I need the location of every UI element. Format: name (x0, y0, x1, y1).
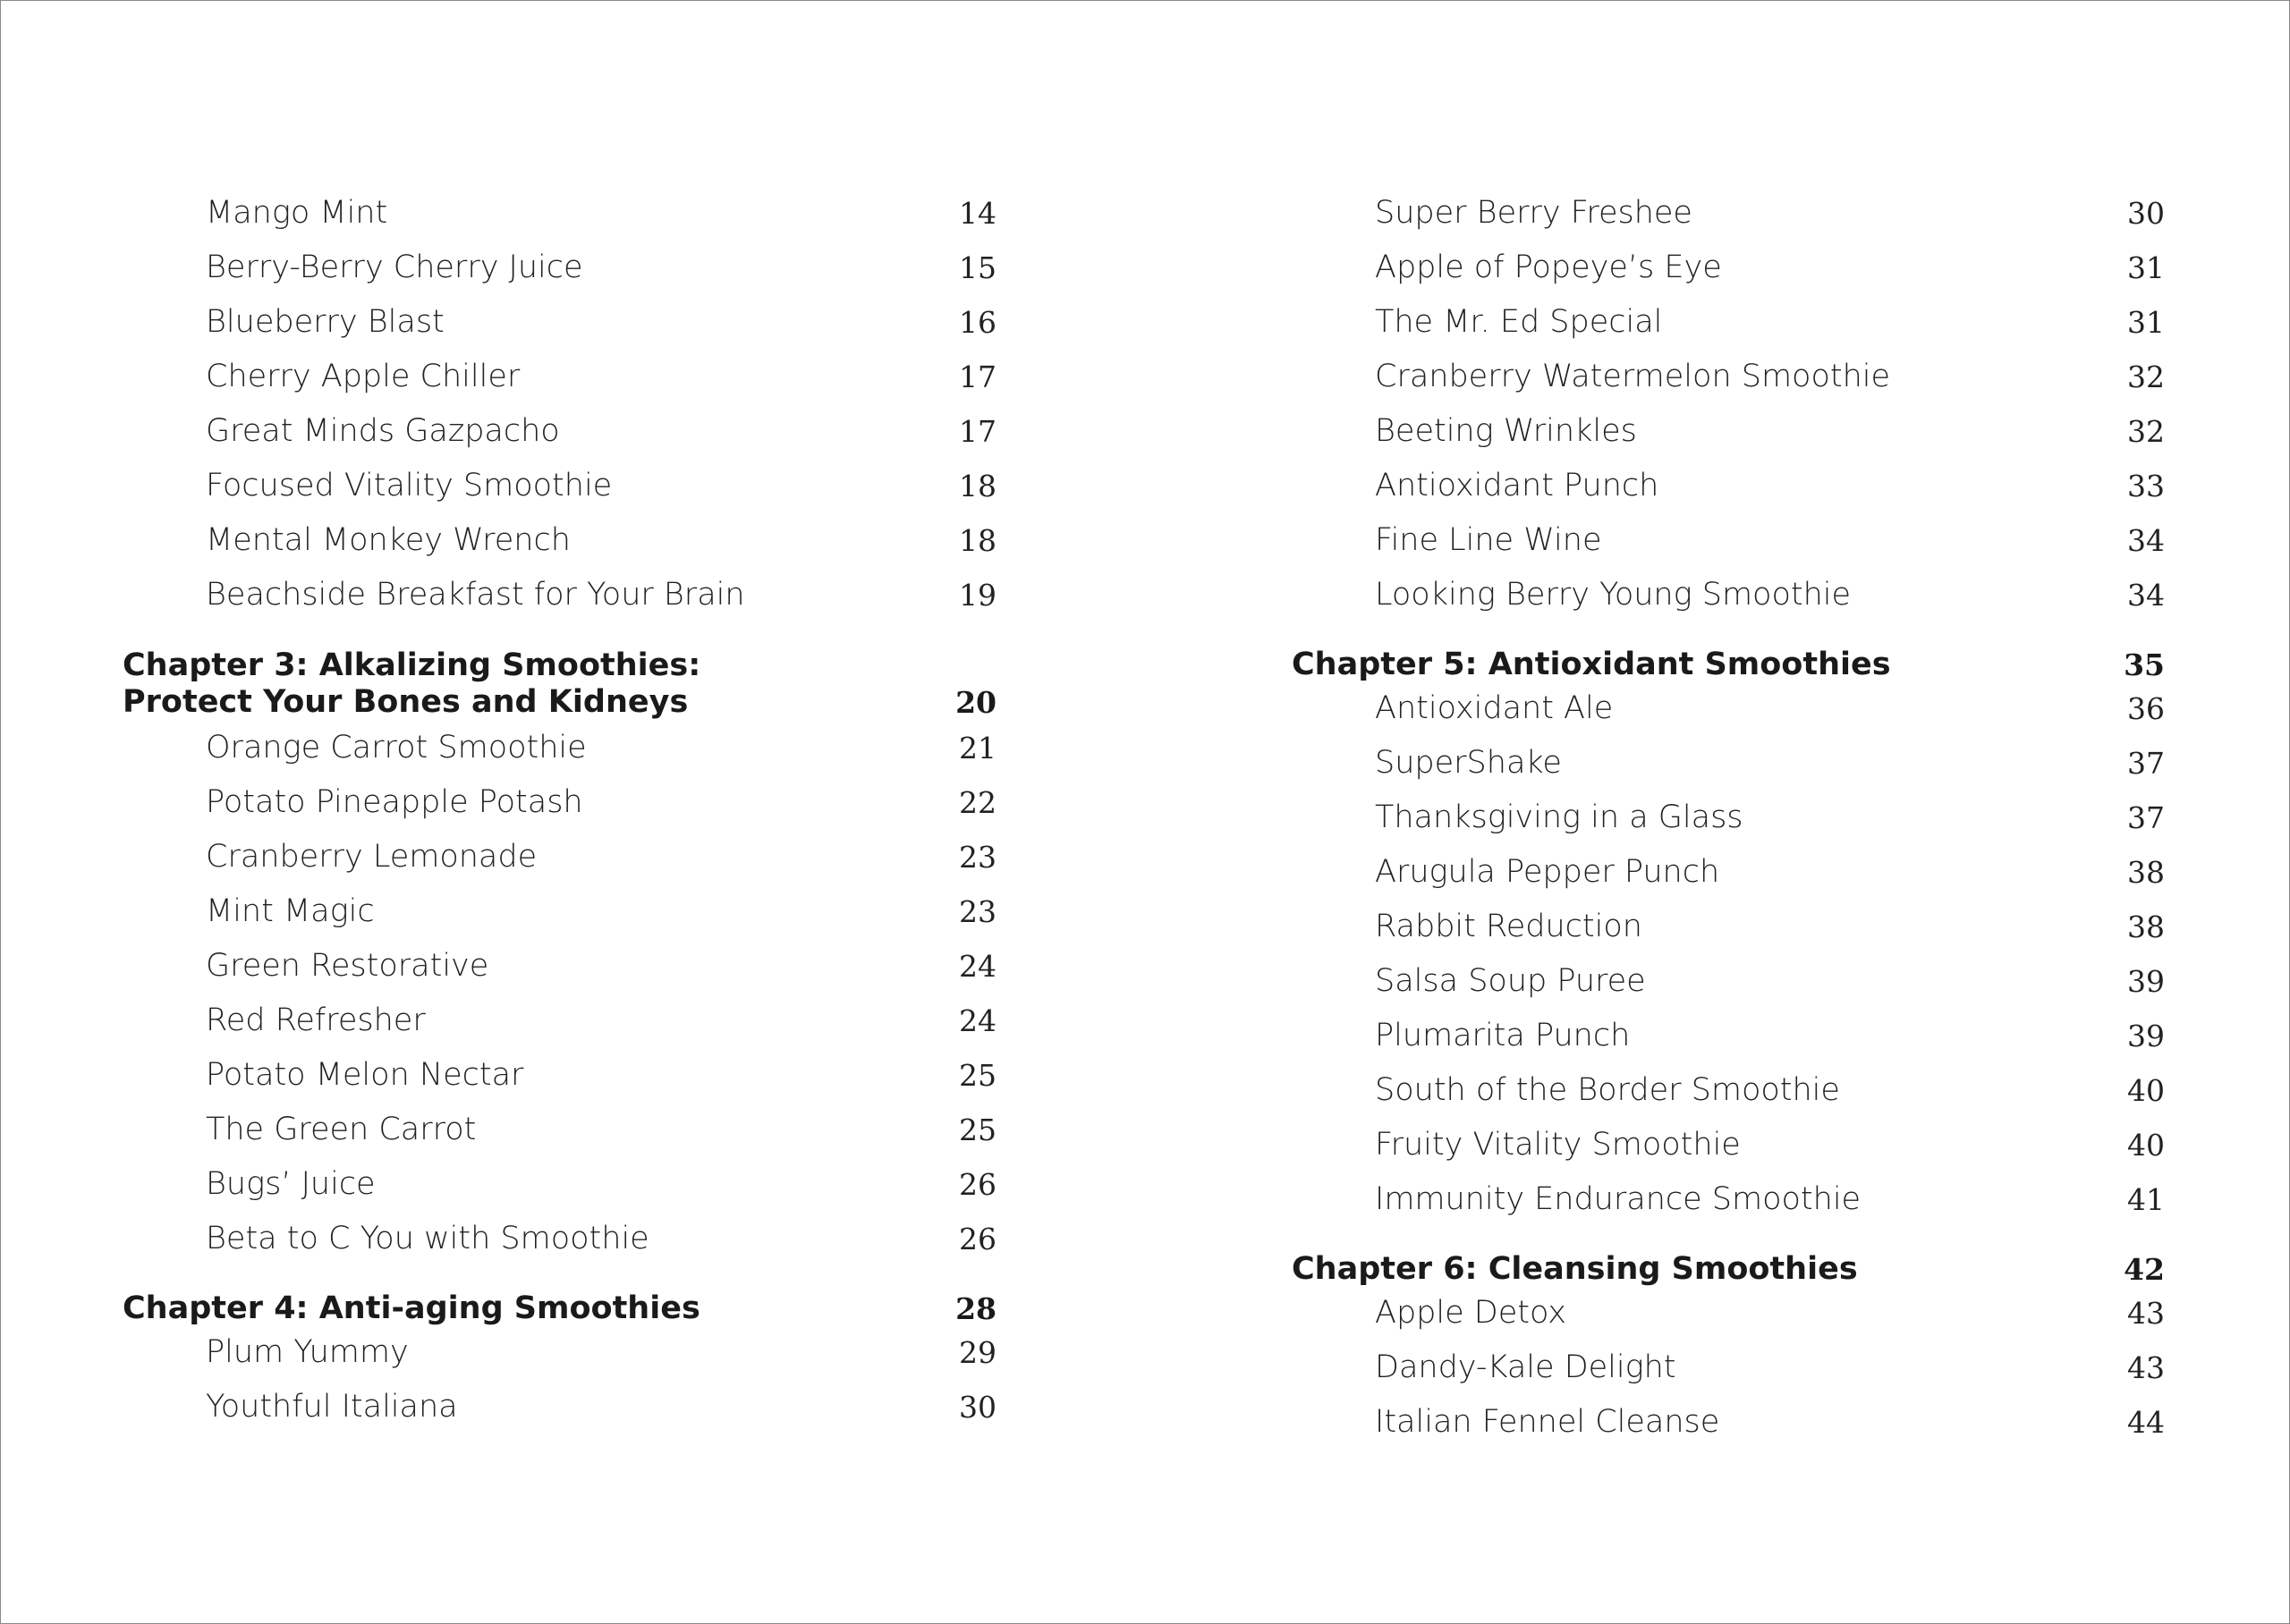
toc-entry[interactable] (123, 186, 997, 241)
toc-entry-page: 30 (2127, 196, 2165, 231)
toc-entry-page: 21 (959, 731, 997, 765)
toc-entry-page: 43 (2127, 1296, 2165, 1331)
toc-entry[interactable] (1292, 1172, 2165, 1227)
toc-entry-page: 33 (2127, 469, 2165, 503)
toc-entry[interactable] (1292, 295, 2165, 350)
toc-entry[interactable] (1292, 1063, 2165, 1118)
toc-entry-title: Beta to C You with Smoothie (206, 1221, 649, 1256)
toc-entry-page: 41 (2127, 1182, 2165, 1217)
toc-entry-title: Plum Yummy (206, 1334, 409, 1370)
toc-entry-title: Beeting Wrinkles (1375, 413, 1637, 449)
toc-entry-page: 18 (959, 523, 997, 558)
toc-entry[interactable] (1292, 350, 2165, 404)
toc-entry-title: The Green Carrot (206, 1112, 477, 1147)
toc-entry-page: 22 (959, 785, 997, 820)
toc-entry-title: Fruity Vitality Smoothie (1375, 1127, 1741, 1163)
toc-entry-page: 32 (2127, 414, 2165, 449)
toc-entry[interactable] (123, 1380, 997, 1434)
toc-entry-page: 23 (959, 894, 997, 929)
toc-entry-title: Mental Monkey Wrench (206, 522, 571, 558)
toc-entry-page: 34 (2127, 578, 2165, 613)
toc-entry-title: Immunity Endurance Smoothie (1375, 1181, 1862, 1217)
toc-entry[interactable] (1292, 1118, 2165, 1172)
toc-entry[interactable] (1292, 1286, 2165, 1341)
toc-entry-page: 38 (2127, 909, 2165, 944)
toc-entry[interactable] (1292, 1341, 2165, 1395)
toc-entry-page: 16 (959, 305, 997, 340)
toc-entry-title: Fine Line Wine (1375, 522, 1602, 558)
chapter-3-page: 20 (955, 685, 997, 720)
toc-entry-page: 25 (959, 1058, 997, 1093)
toc-entry-page: 39 (2127, 964, 2165, 999)
toc-entry[interactable] (123, 994, 997, 1048)
toc-entry-page: 40 (2127, 1128, 2165, 1163)
toc-entry[interactable] (123, 1048, 997, 1103)
toc-entry[interactable] (1292, 404, 2165, 459)
toc-entry-page: 17 (959, 414, 997, 449)
toc-entry[interactable] (123, 721, 997, 775)
toc-entry-page: 17 (959, 359, 997, 394)
toc-entry-title: Italian Fennel Cleanse (1375, 1404, 1720, 1440)
toc-entry[interactable] (123, 1212, 997, 1266)
toc-entry-page: 14 (959, 196, 997, 231)
right-top-entries (1292, 186, 2165, 622)
toc-entry-page: 26 (959, 1222, 997, 1256)
toc-entry[interactable] (123, 350, 997, 404)
toc-entry[interactable] (1292, 681, 2165, 736)
toc-entry-title: Cherry Apple Chiller (206, 359, 521, 394)
toc-entry-page: 38 (2127, 855, 2165, 890)
chapter-6-page: 42 (2124, 1252, 2165, 1287)
toc-entry-page: 26 (959, 1167, 997, 1202)
toc-entry-page: 19 (959, 578, 997, 613)
toc-entry[interactable] (1292, 459, 2165, 513)
toc-entry-title: Red Refresher (206, 1002, 426, 1038)
chapter-4-heading[interactable] (123, 1290, 997, 1327)
toc-entry-page: 31 (2127, 305, 2165, 340)
toc-entry-title: Cranberry Watermelon Smoothie (1375, 359, 1891, 394)
toc-entry[interactable] (1292, 954, 2165, 1009)
toc-entry-page: 36 (2127, 691, 2165, 726)
toc-entry-title: Bugs’ Juice (206, 1166, 376, 1202)
toc-entry-title: Beachside Breakfast for Your Brain (206, 577, 745, 613)
toc-entry-title: Arugula Pepper Punch (1375, 854, 1720, 890)
toc-entry-page: 32 (2127, 359, 2165, 394)
toc-entry-title: Plumarita Punch (1375, 1018, 1631, 1053)
toc-entry[interactable] (1292, 845, 2165, 900)
toc-entry-title: Salsa Soup Puree (1375, 963, 1646, 999)
toc-entry[interactable] (123, 1157, 997, 1212)
toc-entry-title: Apple of Popeye’s Eye (1375, 250, 1722, 285)
toc-entry-title: Great Minds Gazpacho (206, 413, 560, 449)
toc-entry-title: Antioxidant Ale (1375, 690, 1614, 726)
toc-entry-title: The Mr. Ed Special (1375, 304, 1663, 340)
chapter-3-title-line2: Protect Your Bones and Kidneys (123, 684, 689, 720)
toc-entry-page: 31 (2127, 250, 2165, 285)
chapter-6-title: Chapter 6: Cleansing Smoothies (1292, 1251, 1858, 1287)
toc-entry[interactable] (123, 830, 997, 884)
toc-entry-page: 40 (2127, 1073, 2165, 1108)
toc-entry[interactable] (123, 775, 997, 830)
toc-entry-title: Mango Mint (206, 195, 388, 231)
toc-entry[interactable] (123, 884, 997, 939)
chapter-3-title-line1: Chapter 3: Alkalizing Smoothies: (123, 647, 701, 683)
toc-entry-page: 43 (2127, 1350, 2165, 1385)
chapter-5-title: Chapter 5: Antioxidant Smoothies (1292, 647, 1891, 682)
chapter-4-entries (123, 1325, 997, 1434)
toc-entry[interactable] (1292, 241, 2165, 295)
toc-entry-title: Rabbit Reduction (1375, 909, 1642, 944)
toc-entry-title: Cranberry Lemonade (206, 839, 538, 875)
toc-entry[interactable] (123, 295, 997, 350)
chapter-4-title: Chapter 4: Anti-aging Smoothies (123, 1290, 700, 1326)
chapter-6-heading[interactable] (1292, 1251, 2165, 1288)
toc-entry-page: 18 (959, 469, 997, 503)
toc-entry[interactable] (1292, 736, 2165, 791)
toc-entry-title: Potato Pineapple Potash (206, 784, 583, 820)
toc-entry-title: Dandy-Kale Delight (1375, 1349, 1676, 1385)
toc-entry[interactable] (1292, 186, 2165, 241)
toc-entry[interactable] (123, 459, 997, 513)
chapter-4-page: 28 (955, 1291, 997, 1326)
toc-entry[interactable] (1292, 513, 2165, 568)
toc-entry-title: Blueberry Blast (206, 304, 445, 340)
toc-entry-title: Green Restorative (206, 948, 489, 984)
toc-entry-title: Super Berry Freshee (1375, 195, 1692, 231)
toc-entry[interactable] (123, 513, 997, 568)
toc-entry[interactable] (123, 568, 997, 622)
toc-entry-page: 34 (2127, 523, 2165, 558)
toc-entry[interactable] (1292, 568, 2165, 622)
toc-entry-title: Berry-Berry Cherry Juice (206, 250, 583, 285)
toc-entry-title: Looking Berry Young Smoothie (1375, 577, 1852, 613)
toc-entry-page: 29 (959, 1335, 997, 1370)
toc-entry-page: 44 (2127, 1405, 2165, 1440)
toc-entry-title: Thanksgiving in a Glass (1375, 799, 1743, 835)
toc-entry-page: 24 (959, 1003, 997, 1038)
toc-entry-title: Orange Carrot Smoothie (206, 730, 587, 765)
toc-entry-page: 39 (2127, 1019, 2165, 1053)
chapter-5-page: 35 (2124, 647, 2165, 682)
chapter-5-entries (1292, 681, 2165, 1227)
toc-entry-page: 30 (959, 1390, 997, 1425)
toc-entry[interactable] (123, 404, 997, 459)
toc-entry-page: 23 (959, 840, 997, 875)
left-top-entries (123, 186, 997, 622)
toc-entry[interactable] (1292, 900, 2165, 954)
toc-entry-page: 24 (959, 949, 997, 984)
toc-entry-title: South of the Border Smoothie (1375, 1072, 1840, 1108)
toc-entry[interactable] (123, 939, 997, 994)
toc-entry-page: 37 (2127, 746, 2165, 781)
toc-entry-title: Focused Vitality Smoothie (206, 468, 613, 503)
toc-entry-title: Potato Melon Nectar (206, 1057, 524, 1093)
toc-entry[interactable] (123, 1325, 997, 1380)
chapter-5-heading[interactable] (1292, 647, 2165, 683)
toc-right-column (1292, 186, 2165, 1450)
chapter-3-entries (123, 721, 997, 1266)
toc-left-column (123, 186, 997, 1434)
toc-entry-title: Youthful Italiana (206, 1389, 458, 1425)
chapter-3-heading[interactable] (123, 647, 997, 721)
toc-entry-page: 37 (2127, 800, 2165, 835)
chapter-6-entries (1292, 1286, 2165, 1450)
toc-entry[interactable] (123, 1103, 997, 1157)
toc-entry-title: Antioxidant Punch (1375, 468, 1659, 503)
toc-entry-title: Apple Detox (1375, 1295, 1567, 1331)
toc-entry-page: 25 (959, 1112, 997, 1147)
toc-entry[interactable] (1292, 791, 2165, 845)
toc-entry-page: 15 (959, 250, 997, 285)
toc-entry[interactable] (1292, 1395, 2165, 1450)
toc-entry[interactable] (123, 241, 997, 295)
toc-entry[interactable] (1292, 1009, 2165, 1063)
toc-entry-title: SuperShake (1375, 745, 1562, 781)
toc-entry-title: Mint Magic (206, 893, 375, 929)
